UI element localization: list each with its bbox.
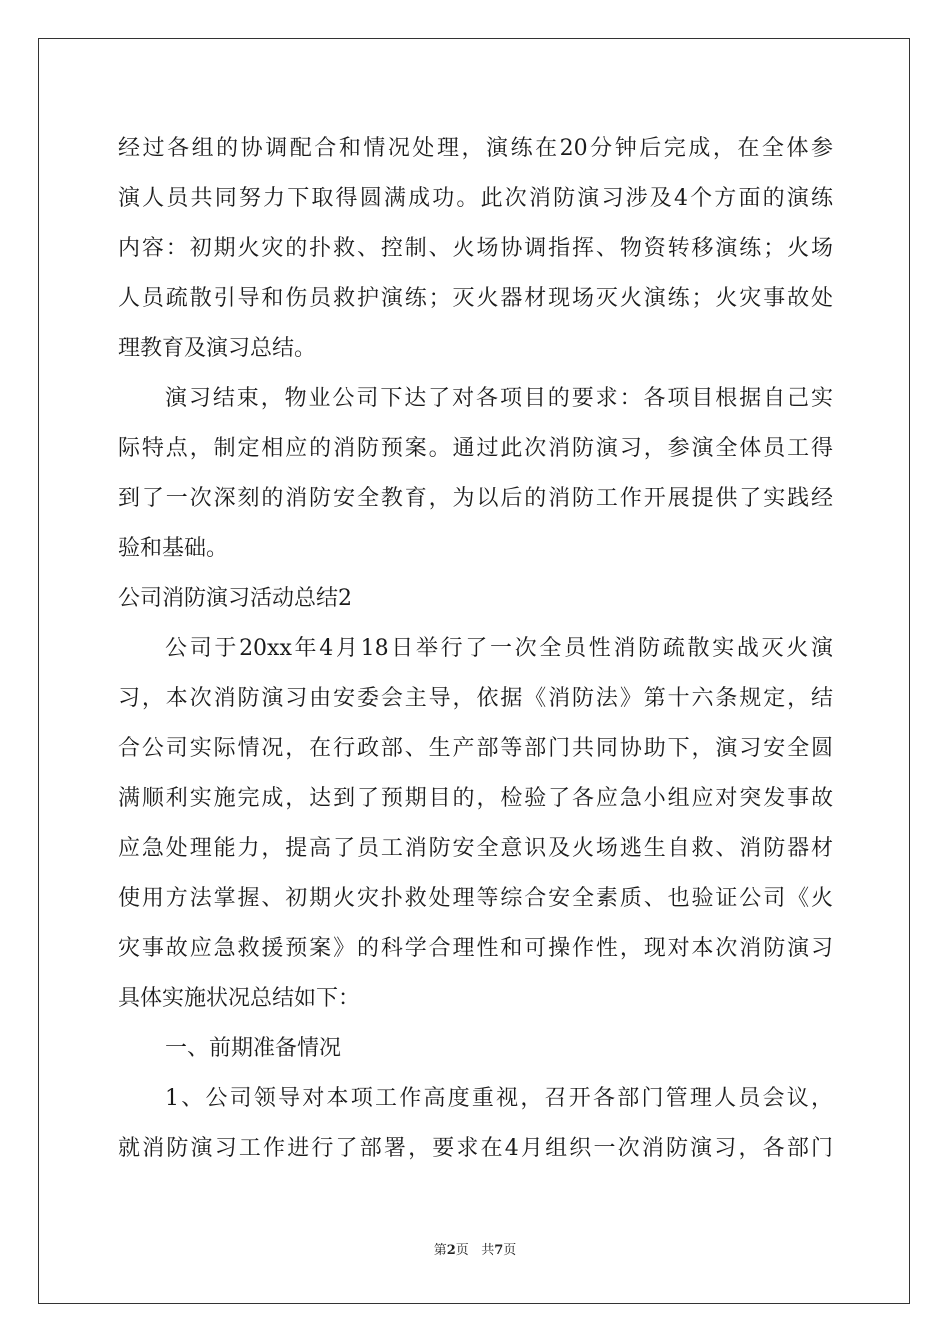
body-text-line: 合公司实际情况，在行政部、生产部等部门共同协助下，演习安全圆 bbox=[118, 736, 833, 761]
body-text-line: 理教育及演习总结。 bbox=[118, 336, 317, 361]
total-prefix: 共 bbox=[481, 1243, 495, 1258]
paragraph-first-line: 1、公司领导对本项工作高度重视，召开各部门管理人员会议， bbox=[165, 1086, 833, 1111]
body-text-line: 经过各组的协调配合和情况处理，演练在20分钟后完成，在全体参 bbox=[118, 136, 833, 161]
body-text-line: 人员疏散引导和伤员救护演练；灭火器材现场灭火演练；火灾事故处 bbox=[118, 286, 833, 311]
total-unit: 页 bbox=[503, 1243, 517, 1258]
body-text-line: 到了一次深刻的消防安全教育，为以后的消防工作开展提供了实践经 bbox=[118, 486, 833, 511]
body-text-line: 满顺利实施完成，达到了预期目的，检验了各应急小组应对突发事故 bbox=[118, 786, 833, 811]
page-unit: 页 bbox=[455, 1243, 469, 1258]
body-text-line: 际特点，制定相应的消防预案。通过此次消防演习，参演全体员工得 bbox=[118, 436, 833, 461]
subsection-heading: 一、前期准备情况 bbox=[165, 1036, 342, 1061]
body-text-line: 验和基础。 bbox=[118, 536, 229, 561]
body-text-line: 内容：初期火灾的扑救、控制、火场协调指挥、物资转移演练；火场 bbox=[118, 236, 833, 261]
body-text-line: 灾事故应急救援预案》的科学合理性和可操作性，现对本次消防演习 bbox=[118, 936, 833, 961]
body-text-line: 演人员共同努力下取得圆满成功。此次消防演习涉及4个方面的演练 bbox=[118, 186, 833, 211]
body-text-line: 使用方法掌握、初期火灾扑救处理等综合安全素质、也验证公司《火 bbox=[118, 886, 833, 911]
page-footer bbox=[0, 1242, 950, 1260]
body-text-line: 具体实施状况总结如下： bbox=[118, 986, 361, 1011]
total-page-count: 7 bbox=[494, 1243, 504, 1258]
paragraph-first-line: 公司于20xx年4月18日举行了一次全员性消防疏散实战灭火演 bbox=[165, 636, 833, 661]
paragraph-first-line: 演习结束，物业公司下达了对各项目的要求：各项目根据自己实 bbox=[165, 386, 833, 411]
page-prefix: 第 bbox=[433, 1243, 447, 1258]
body-text-line: 应急处理能力，提高了员工消防安全意识及火场逃生自救、消防器材 bbox=[118, 836, 833, 861]
body-text-line: 习，本次消防演习由安委会主导，依据《消防法》第十六条规定，结 bbox=[118, 686, 833, 711]
current-page-number: 2 bbox=[446, 1243, 456, 1258]
body-text-line: 就消防演习工作进行了部署，要求在4月组织一次消防演习，各部门 bbox=[118, 1136, 833, 1161]
section-heading: 公司消防演习活动总结2 bbox=[118, 586, 352, 611]
